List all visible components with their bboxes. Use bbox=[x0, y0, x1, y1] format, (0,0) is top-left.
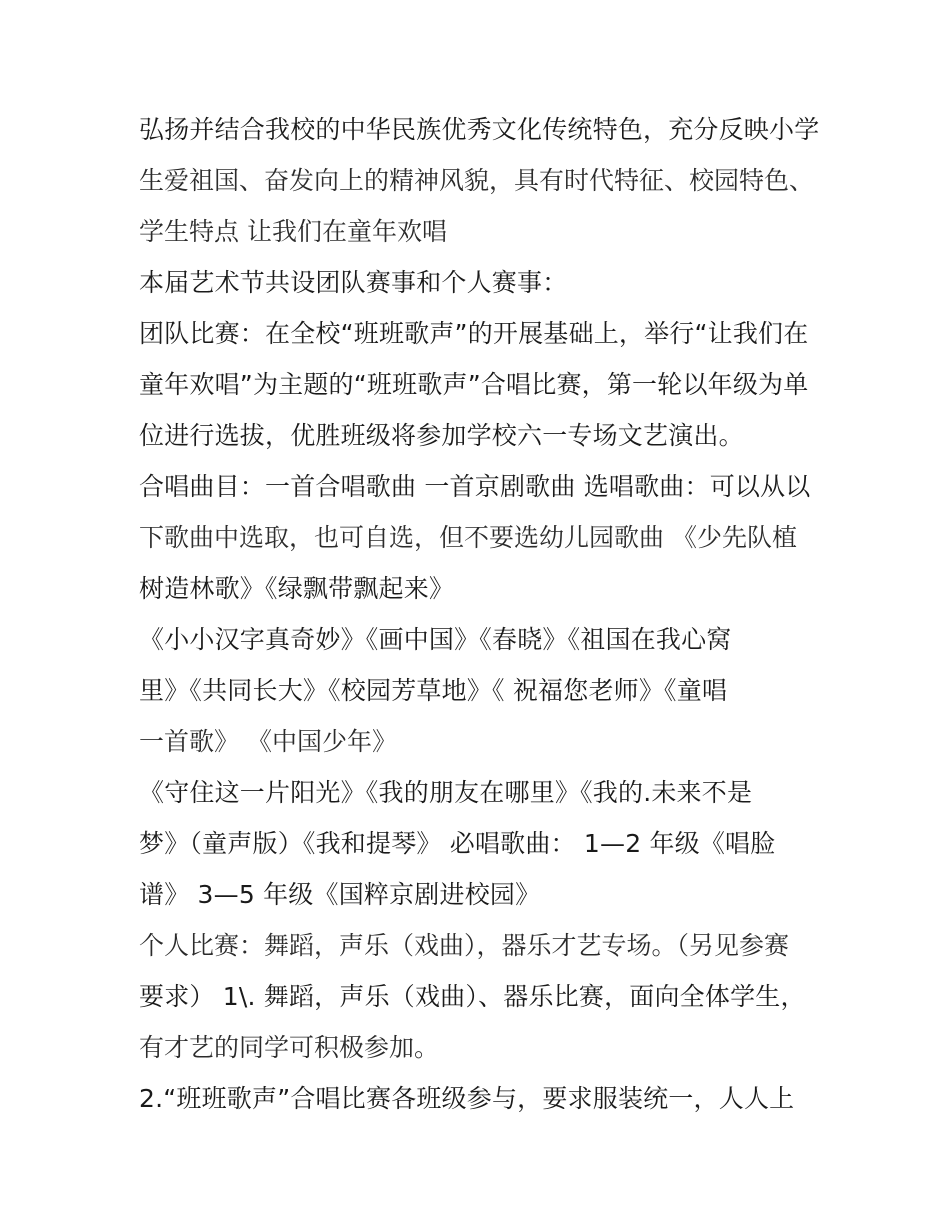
text-line: 生爱祖国、奋发向上的精神风貌，具有时代特征、校园特色、 bbox=[139, 166, 815, 195]
text-line: 谱》 3—5 年级《国粹京剧进校园》 bbox=[139, 880, 541, 909]
text-line: 有才艺的同学可积极参加。 bbox=[139, 1033, 440, 1062]
text-line: 《守住这一片阳光》《我的朋友在哪里》《我的.未来不是 bbox=[139, 778, 753, 807]
text-line: 一首歌》 《中国少年》 bbox=[139, 727, 397, 756]
text-line: 位进行选拔，优胜班级将参加学校六一专场文艺演出。 bbox=[139, 421, 744, 450]
text-line: 团队比赛：在全校“班班歌声”的开展基础上，举行“让我们在 bbox=[139, 319, 809, 348]
text-line: 弘扬并结合我校的中华民族优秀文化传统特色，充分反映小学 bbox=[139, 115, 820, 144]
text-line: 个人比赛：舞蹈，声乐（戏曲），器乐才艺专场。（另见参赛 bbox=[139, 931, 790, 960]
text-line: 学生特点 让我们在童年欢唱 bbox=[139, 217, 447, 246]
text-line: 里》《共同长大》《校园芳草地》《 祝福您老师》《童唱 bbox=[139, 676, 728, 705]
text-line: 树造林歌》《绿飘带飘起来》 bbox=[139, 574, 455, 603]
document-body bbox=[139, 104, 829, 1124]
text-line: 下歌曲中选取，也可自选，但不要选幼儿园歌曲 《少先队植 bbox=[139, 523, 797, 552]
text-line: 童年欢唱”为主题的“班班歌声”合唱比赛，第一轮以年级为单 bbox=[139, 370, 809, 399]
text-line: 2.“班班歌声”合唱比赛各班级参与，要求服装统一，人人上 bbox=[139, 1084, 795, 1113]
text-line: 梦》（童声版）《我和提琴》 必唱歌曲： 1—2 年级《唱脸 bbox=[139, 829, 776, 858]
text-line: 《小小汉字真奇妙》《画中国》《春晓》《祖国在我心窝 bbox=[139, 625, 732, 654]
text-line: 本届艺术节共设团队赛事和个人赛事： bbox=[139, 268, 568, 297]
text-line: 合唱曲目：一首合唱歌曲 一首京剧歌曲 选唱歌曲：可以从以 bbox=[139, 472, 811, 501]
text-line: 要求） 1\. 舞蹈，声乐（戏曲）、器乐比赛，面向全体学生， bbox=[139, 982, 806, 1011]
